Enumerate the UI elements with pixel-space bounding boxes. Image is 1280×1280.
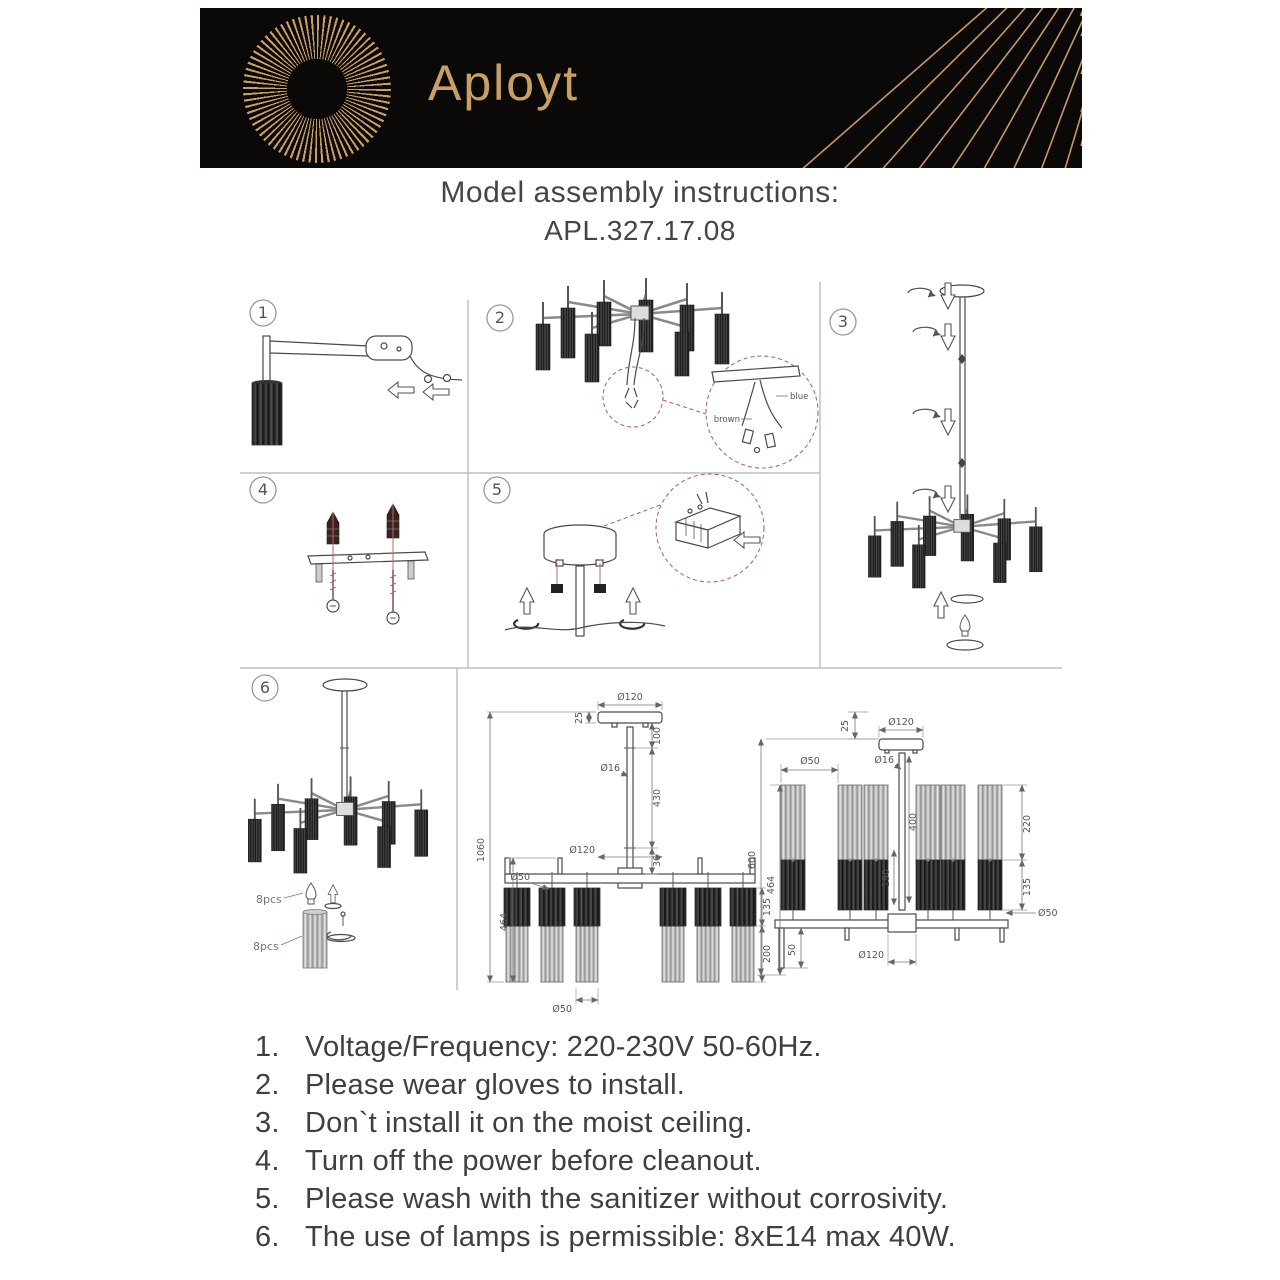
dim-label: 600 — [747, 850, 758, 870]
bulb-qty-label: 8pcs — [256, 893, 282, 906]
dim-label: Ø16 — [874, 755, 894, 766]
dim-label: 220 — [1022, 814, 1033, 834]
step4-diagram — [250, 477, 428, 624]
dim-label: 200 — [762, 944, 773, 964]
chandelier-body — [868, 494, 1042, 588]
shade-cylinder — [252, 383, 282, 445]
dim-label: Ø120 — [569, 845, 595, 856]
dim-label: 25 — [574, 711, 585, 725]
shade-qty-label: 8pcs — [253, 940, 279, 953]
model-number: APL.327.17.08 — [544, 215, 736, 246]
instruction-item — [255, 1183, 1085, 1221]
dim-label: Ø120 — [888, 717, 914, 728]
instruction-item — [255, 1145, 1085, 1183]
rotate-arrow-icon — [913, 327, 941, 336]
dim-label: 100 — [652, 726, 663, 746]
dim-label: 1060 — [476, 837, 487, 863]
instruction-number: 3. — [255, 1107, 280, 1139]
glass-shade — [303, 912, 327, 968]
up-arrow-icon — [328, 885, 338, 903]
dimension-drawing-front — [476, 692, 773, 1015]
dim-label: 135 — [1022, 877, 1033, 897]
instruction-text: Please wash with the sanitizer without corrosivity. — [305, 1183, 949, 1215]
rotate-arrow-icon — [913, 489, 941, 498]
rotate-arrow-icon — [908, 288, 936, 297]
dim-label: 190 — [881, 868, 892, 888]
step-number: 2 — [494, 308, 506, 327]
instruction-text: Turn off the power before cleanout. — [305, 1145, 762, 1177]
instruction-item — [255, 1221, 1085, 1259]
step-number: 1 — [257, 303, 269, 322]
chandelier-body — [248, 776, 427, 873]
dim-label: 400 — [908, 812, 919, 832]
lock-nut — [594, 584, 606, 593]
dim-label: 135 — [762, 897, 773, 917]
brand-name: Aployt — [428, 55, 579, 111]
dim-label: Ø50 — [510, 872, 530, 883]
title-block — [0, 176, 1280, 247]
instruction-number: 5. — [255, 1183, 280, 1215]
up-arrow-icon — [520, 588, 534, 614]
step2-diagram — [487, 278, 818, 468]
instruction-number: 4. — [255, 1145, 280, 1177]
decor-rays-icon — [200, 8, 1082, 168]
step-number: 5 — [491, 480, 503, 499]
dim-label: 36 — [652, 854, 663, 868]
brand-banner — [200, 8, 1082, 168]
dim-label: Ø120 — [617, 692, 643, 703]
instruction-text: Voltage/Frequency: 220-230V 50-60Hz. — [305, 1031, 822, 1063]
dim-label: 464 — [499, 912, 510, 932]
wire-label: brown — [713, 415, 740, 425]
dimension-drawing-up — [747, 712, 1058, 975]
chandelier-body — [536, 278, 729, 382]
dim-label: Ø50 — [800, 756, 820, 767]
step1-diagram — [250, 300, 462, 445]
instruction-item — [255, 1031, 1085, 1069]
down-arrow-icon — [941, 409, 955, 435]
instruction-text: Don`t install it on the moist ceiling. — [305, 1107, 753, 1139]
dim-label: 430 — [652, 788, 663, 808]
instruction-text: Please wear gloves to install. — [305, 1069, 685, 1101]
slide-left-arrow-icon — [388, 382, 414, 398]
instruction-number: 1. — [255, 1031, 280, 1063]
assembly-diagrams — [200, 270, 1080, 1020]
wire-label: blue — [790, 392, 809, 402]
step6-diagram — [248, 675, 427, 968]
instruction-number: 2. — [255, 1069, 280, 1101]
instruction-number: 6. — [255, 1221, 280, 1253]
instruction-item — [255, 1107, 1085, 1145]
up-arrow-icon — [626, 588, 640, 614]
dim-label: 464 — [766, 875, 777, 895]
slide-left-arrow-icon — [423, 384, 449, 400]
instruction-item — [255, 1069, 1085, 1107]
instruction-text: The use of lamps is permissible: 8xE14 max 40W. — [305, 1221, 956, 1253]
page-title: Model assembly instructions: — [440, 176, 840, 209]
wall-anchor — [327, 504, 399, 544]
dim-label: Ø50 — [1038, 908, 1058, 919]
down-arrow-icon — [941, 324, 955, 350]
bulb-icon — [306, 883, 316, 904]
wiring-detail-circle — [603, 367, 663, 427]
screw — [333, 570, 393, 612]
rotate-arrow-icon — [913, 409, 941, 418]
dim-label: 50 — [787, 943, 798, 957]
lock-nut — [551, 584, 563, 593]
instruction-list — [255, 1031, 1085, 1259]
dim-label: 25 — [840, 719, 851, 733]
dim-label: Ø16 — [600, 763, 620, 774]
step-number: 3 — [837, 312, 849, 331]
step5-diagram — [484, 474, 764, 636]
step3-diagram — [830, 283, 1042, 650]
dim-label: Ø120 — [858, 950, 884, 961]
down-arrow-icon — [941, 486, 955, 512]
bulb-icon — [960, 615, 970, 636]
step-number: 6 — [259, 678, 271, 697]
dim-label: Ø50 — [552, 1004, 572, 1015]
up-arrow-icon — [934, 592, 948, 618]
step-number: 4 — [257, 480, 269, 499]
